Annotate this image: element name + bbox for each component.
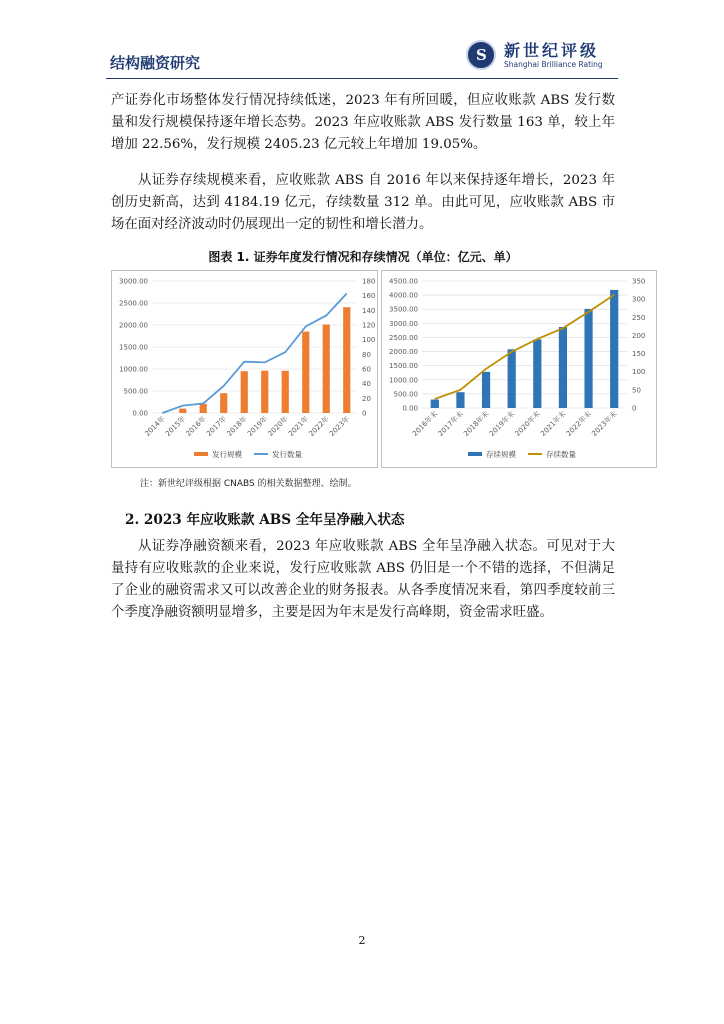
x-tick-label: 2019年	[245, 414, 270, 438]
y-left-tick-label: 2500.00	[389, 333, 418, 342]
y-right-tick-label: 300	[632, 295, 646, 304]
bar	[431, 400, 439, 408]
x-tick-label: 2022年	[307, 414, 331, 438]
y-right-tick-label: 50	[632, 386, 641, 395]
bar	[241, 371, 248, 413]
brand-logo	[458, 38, 618, 74]
bar	[323, 325, 330, 413]
x-tick-label: 2019年末	[487, 409, 517, 438]
issuance-chart-svg	[112, 271, 377, 467]
y-right-tick-label: 0	[632, 404, 637, 413]
header-divider	[106, 78, 618, 79]
x-tick-label: 2023年末	[590, 409, 619, 438]
bar	[261, 371, 268, 413]
legend-swatch-bar	[468, 452, 482, 456]
figure-title: 图表 1. 证券年度发行情况和存续情况（单位：亿元、单）	[208, 250, 518, 264]
y-right-tick-label: 20	[362, 394, 371, 403]
y-left-tick-label: 4500.00	[389, 277, 418, 286]
y-right-tick-label: 120	[362, 321, 376, 330]
y-left-tick-label: 3000.00	[119, 277, 148, 286]
x-tick-label: 2020年末	[513, 409, 542, 438]
y-left-tick-label: 4000.00	[389, 291, 418, 300]
y-left-tick-label: 0.00	[132, 409, 148, 418]
outstanding-chart-svg	[382, 271, 656, 467]
y-right-tick-label: 40	[362, 380, 371, 389]
paragraph-3: 从证券净融资额来看，2023 年应收账款 ABS 全年呈净融入状态。可见对于大量持有应收账款的企业来说，发行应收账款 ABS 仍旧是一个不错的选择，不但满足了企业的融资需求又可以改善企业的财务报表。从各季度情况来看，第四季度较前三个季度净融资额明显增多，主要是因为年末是发行高峰期，资金需求旺盛。	[111, 539, 615, 620]
bar	[533, 339, 541, 408]
x-tick-label: 2015年	[163, 414, 188, 438]
bar	[610, 290, 618, 408]
y-right-tick-label: 150	[632, 350, 646, 359]
y-right-tick-label: 160	[362, 292, 376, 301]
bar	[200, 404, 207, 413]
logo-seal-icon	[466, 40, 496, 70]
y-left-tick-label: 2000.00	[119, 321, 148, 330]
x-tick-label: 2021年末	[539, 409, 568, 438]
y-right-tick-label: 100	[362, 336, 376, 345]
x-tick-label: 2018年	[225, 414, 249, 438]
header-title: 结构融资研究	[110, 54, 201, 72]
bar	[179, 409, 186, 413]
paragraph-2: 从证券存续规模来看，应收账款 ABS 自 2016 年以来保持逐年增长，2023 年创历史新高，达到 4184.19 亿元，存续数量 312 单。由此可见，应收账款 ABS 市场在面对经济波动时仍展现出一定的韧性和增长潜力。	[111, 173, 615, 232]
x-tick-label: 2021年	[286, 414, 311, 438]
y-right-tick-label: 250	[632, 313, 646, 322]
bar	[482, 372, 490, 408]
x-tick-label: 2017年	[204, 414, 229, 438]
logo-subtitle: Shanghai Brilliance Rating	[504, 60, 603, 69]
y-right-tick-label: 80	[362, 350, 371, 359]
y-left-tick-label: 1500.00	[119, 343, 148, 352]
logo-name: 新世纪评级	[504, 41, 600, 60]
bar	[302, 332, 309, 413]
y-left-tick-label: 3500.00	[389, 305, 418, 314]
y-right-tick-label: 200	[632, 331, 646, 340]
legend-swatch-bar	[194, 452, 208, 456]
y-left-tick-label: 2500.00	[119, 299, 148, 308]
x-tick-label: 2020年	[266, 414, 290, 438]
section-heading: 2. 2023 年应收账款 ABS 全年呈净融入状态	[125, 512, 405, 528]
figure-note: 注：新世纪评级根据 CNABS 的相关数据整理、绘制。	[140, 479, 357, 489]
x-tick-label: 2018年末	[462, 409, 491, 438]
bar	[220, 393, 227, 413]
y-right-tick-label: 100	[632, 368, 646, 377]
y-left-tick-label: 500.00	[123, 387, 148, 396]
bar	[456, 392, 464, 408]
y-left-tick-label: 1500.00	[389, 362, 418, 371]
x-tick-label: 2014年	[143, 414, 167, 438]
x-tick-label: 2016年末	[411, 409, 440, 438]
y-left-tick-label: 1000.00	[389, 376, 418, 385]
issuance-chart	[111, 270, 378, 468]
y-right-tick-label: 350	[632, 277, 646, 286]
series-line	[162, 293, 347, 413]
x-tick-label: 2023年	[327, 414, 352, 438]
outstanding-chart	[381, 270, 657, 468]
bar	[343, 307, 350, 413]
y-right-tick-label: 60	[362, 365, 371, 374]
legend-label: 存续数量	[546, 450, 576, 459]
y-left-tick-label: 2000.00	[389, 348, 418, 357]
page-number: 2	[358, 934, 366, 947]
x-tick-label: 2016年	[184, 414, 208, 438]
y-right-tick-label: 0	[362, 409, 367, 418]
bar	[508, 349, 516, 408]
legend-label: 发行规模	[212, 450, 242, 459]
y-right-tick-label: 180	[362, 277, 376, 286]
bar	[559, 327, 567, 408]
x-tick-label: 2017年末	[436, 409, 465, 438]
paragraph-1: 产证券化市场整体发行情况持续低迷，2023 年有所回暖，但应收账款 ABS 发行数量和发行规模保持逐年增长态势。2023 年应收账款 ABS 发行数量 163 单，较上年增加 22.56%，发行规模 2405.23 亿元较上年增加 19.05%。	[111, 93, 615, 152]
page-header	[106, 38, 618, 78]
x-tick-label: 2022年末	[564, 409, 593, 438]
legend-label: 存续规模	[486, 450, 516, 459]
y-left-tick-label: 3000.00	[389, 319, 418, 328]
bar	[584, 309, 592, 408]
y-left-tick-label: 0.00	[402, 404, 418, 413]
legend-label: 发行数量	[272, 450, 302, 459]
y-left-tick-label: 1000.00	[119, 365, 148, 374]
y-right-tick-label: 140	[362, 306, 376, 315]
bar	[282, 371, 289, 413]
y-left-tick-label: 500.00	[393, 390, 418, 399]
